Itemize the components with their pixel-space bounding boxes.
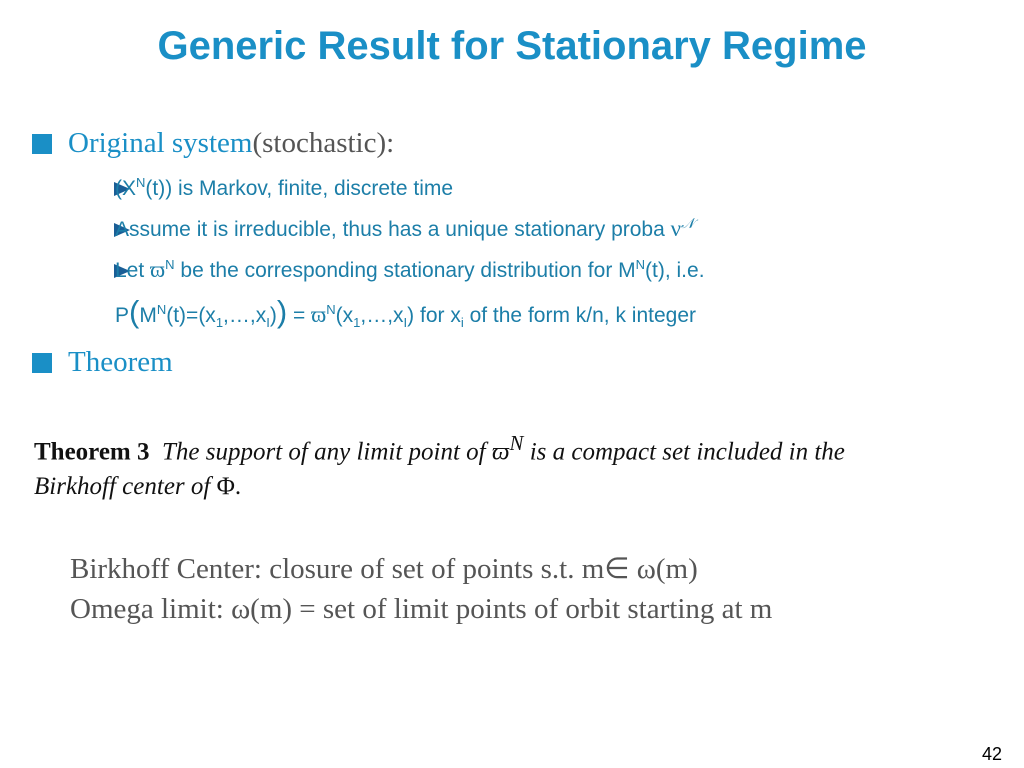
square-bullet-icon bbox=[32, 353, 52, 373]
subscript: I bbox=[403, 315, 408, 331]
text: Let bbox=[115, 259, 151, 282]
theorem-text: is a compact set included in the bbox=[523, 438, 845, 466]
page-number: 42 bbox=[981, 744, 1002, 764]
superscript: N bbox=[156, 302, 167, 317]
superscript: N bbox=[635, 257, 646, 272]
theorem-text: The support of any limit point of bbox=[162, 438, 492, 466]
text: ,…,x bbox=[360, 304, 404, 327]
bullet-theorem bbox=[32, 346, 173, 379]
slide-title: Generic Result for Stationary Regime bbox=[157, 24, 867, 68]
varpi-symbol: ϖ bbox=[150, 257, 166, 282]
subscript: i bbox=[460, 315, 464, 331]
text: P bbox=[115, 304, 130, 327]
superscript: 𝒩 bbox=[681, 217, 695, 232]
text: M bbox=[139, 304, 157, 327]
bullet-rest-text: (stochastic): bbox=[252, 127, 395, 159]
varpi-symbol: ϖ bbox=[311, 302, 327, 327]
subscript: I bbox=[266, 315, 270, 331]
sub-bullet-distribution bbox=[115, 257, 705, 283]
theorem-label: Theorem 3 bbox=[34, 438, 150, 466]
formula-line bbox=[115, 294, 697, 331]
theorem-line-1 bbox=[34, 426, 1004, 469]
note-omega-limit: Omega limit: ω(m) = set of limit points of orbit starting at m bbox=[70, 593, 773, 625]
theorem-text: . bbox=[234, 473, 242, 501]
theorem-text: Birkhoff center of bbox=[34, 473, 217, 501]
superscript: N bbox=[165, 257, 175, 272]
text: (t), i.e. bbox=[645, 259, 705, 282]
note-birkhoff-center: Birkhoff Center: closure of set of points s.t. m∈ ω(m) bbox=[70, 553, 698, 585]
text: (t)) is Markov, finite, discrete time bbox=[145, 177, 454, 200]
subscript: 1 bbox=[215, 315, 224, 331]
bullet-accent-text: Theorem bbox=[68, 346, 173, 378]
text: (X bbox=[115, 177, 136, 200]
square-bullet-icon bbox=[32, 134, 52, 154]
text: ) bbox=[269, 304, 277, 327]
text: (x bbox=[335, 304, 354, 327]
text: (t)=(x bbox=[166, 304, 216, 327]
varpi-symbol: ϖ bbox=[491, 438, 510, 466]
theorem-line-2 bbox=[34, 469, 1004, 504]
sub-bullet-markov bbox=[115, 175, 453, 201]
text: Assume it is irreducible, thus has a unique stationary proba bbox=[115, 218, 671, 241]
superscript: N bbox=[136, 175, 146, 190]
superscript: N bbox=[326, 302, 336, 317]
text: ) for x bbox=[407, 304, 461, 327]
text: be the corresponding stationary distribution for M bbox=[174, 259, 636, 282]
phi-symbol: Φ bbox=[216, 473, 235, 501]
subscript: 1 bbox=[353, 315, 361, 331]
text: ,…,x bbox=[223, 304, 267, 327]
paren: ( bbox=[129, 294, 140, 329]
nu-symbol: ν bbox=[670, 216, 682, 241]
bullet-original-system bbox=[32, 127, 394, 160]
sub-bullet-irreducible bbox=[115, 216, 694, 242]
bullet-accent-text: Original system bbox=[68, 127, 253, 159]
paren: ) bbox=[276, 294, 288, 329]
text: = bbox=[287, 304, 312, 327]
superscript: N bbox=[509, 431, 524, 455]
text: of the form k/n, k integer bbox=[463, 304, 697, 327]
theorem-statement bbox=[34, 426, 1004, 504]
